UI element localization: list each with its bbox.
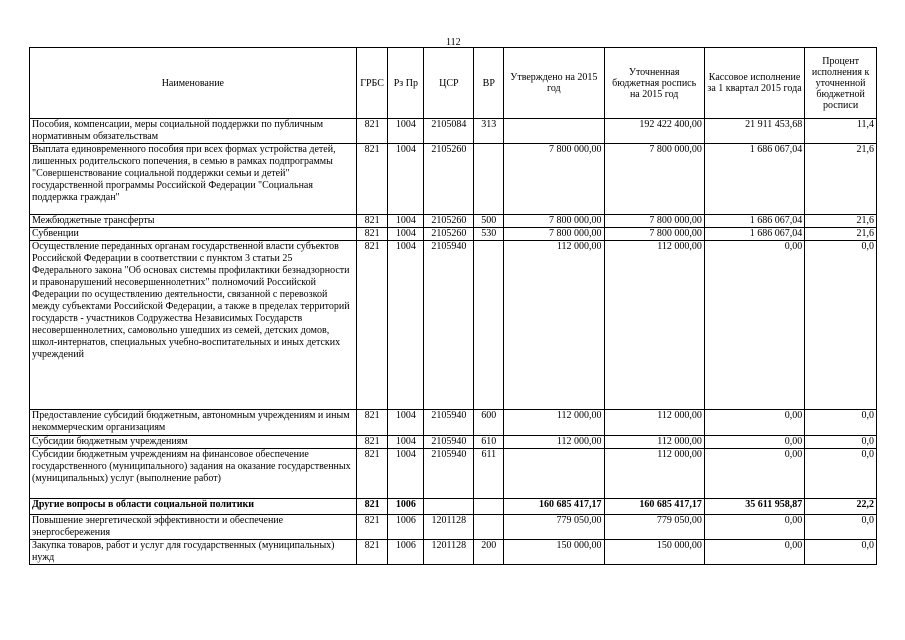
header-vr: ВР xyxy=(474,48,504,119)
cell-name: Закупка товаров, работ и услуг для государственных (муниципальных) нужд xyxy=(30,540,357,565)
cell-refined: 112 000,00 xyxy=(604,241,704,410)
cell-refined: 112 000,00 xyxy=(604,449,704,499)
cell-rzpr: 1004 xyxy=(388,215,424,228)
cell-grbs: 821 xyxy=(356,499,388,515)
cell-vr: 610 xyxy=(474,436,504,449)
cell-rzpr: 1006 xyxy=(388,540,424,565)
cell-cash: 35 611 958,87 xyxy=(704,499,804,515)
cell-vr xyxy=(474,499,504,515)
cell-grbs: 821 xyxy=(356,515,388,540)
cell-rzpr: 1004 xyxy=(388,119,424,144)
cell-approved: 150 000,00 xyxy=(504,540,604,565)
cell-refined: 112 000,00 xyxy=(604,436,704,449)
cell-rzpr: 1004 xyxy=(388,410,424,436)
cell-grbs: 821 xyxy=(356,436,388,449)
table-row xyxy=(30,499,877,515)
cell-csr: 2105084 xyxy=(424,119,474,144)
cell-approved xyxy=(504,119,604,144)
cell-approved: 160 685 417,17 xyxy=(504,499,604,515)
table-row xyxy=(30,449,877,499)
cell-percent: 22,2 xyxy=(805,499,877,515)
cell-cash: 0,00 xyxy=(704,515,804,540)
cell-approved: 779 050,00 xyxy=(504,515,604,540)
cell-csr: 2105260 xyxy=(424,228,474,241)
cell-name: Осуществление переданных органам государственной власти субъектов Российской Федерации в соответствии с пунктом 3 статьи 25 Федерального закона "Об основах системы профилактики безнадзорности и правонарушений несовершеннолетних" полномочий Российской Федерации по осуществлению деятельности, связанной с перевозкой между субъектами Российской Федерации, а также в пределах территорий государств - участников Содружества Независимых Государств несовершеннолетних, самовольно ушедших из семей, детских домов, школ-интернатов, специальных учебно-воспитательных и иных детских учреждений xyxy=(30,241,357,410)
cell-approved: 7 800 000,00 xyxy=(504,144,604,215)
cell-refined: 7 800 000,00 xyxy=(604,215,704,228)
cell-grbs: 821 xyxy=(356,410,388,436)
cell-refined: 192 422 400,00 xyxy=(604,119,704,144)
cell-rzpr: 1006 xyxy=(388,515,424,540)
cell-cash: 1 686 067,04 xyxy=(704,228,804,241)
cell-rzpr: 1004 xyxy=(388,228,424,241)
cell-rzpr: 1004 xyxy=(388,241,424,410)
cell-cash: 0,00 xyxy=(704,410,804,436)
cell-name: Предоставление субсидий бюджетным, автономным учреждениям и иным некоммерческим организациям xyxy=(30,410,357,436)
cell-percent: 11,4 xyxy=(805,119,877,144)
cell-name: Другие вопросы в области социальной политики xyxy=(30,499,357,515)
cell-cash: 1 686 067,04 xyxy=(704,215,804,228)
cell-grbs: 821 xyxy=(356,449,388,499)
header-rzpr: Рз Пр xyxy=(388,48,424,119)
cell-percent: 0,0 xyxy=(805,241,877,410)
cell-approved: 112 000,00 xyxy=(504,410,604,436)
cell-csr xyxy=(424,499,474,515)
table-row xyxy=(30,215,877,228)
cell-csr: 2105940 xyxy=(424,449,474,499)
cell-name: Субсидии бюджетным учреждениям xyxy=(30,436,357,449)
cell-vr: 500 xyxy=(474,215,504,228)
cell-grbs: 821 xyxy=(356,119,388,144)
cell-vr xyxy=(474,144,504,215)
cell-grbs: 821 xyxy=(356,241,388,410)
cell-percent: 0,0 xyxy=(805,540,877,565)
cell-rzpr: 1004 xyxy=(388,449,424,499)
page-number: 112 xyxy=(446,37,461,48)
header-csr: ЦСР xyxy=(424,48,474,119)
cell-percent: 21,6 xyxy=(805,228,877,241)
cell-name: Повышение энергетической эффективности и обеспечение энергосбережения xyxy=(30,515,357,540)
cell-vr: 600 xyxy=(474,410,504,436)
cell-vr: 530 xyxy=(474,228,504,241)
header-name: Наименование xyxy=(30,48,357,119)
cell-vr: 611 xyxy=(474,449,504,499)
table-row xyxy=(30,119,877,144)
table-row xyxy=(30,144,877,215)
cell-vr xyxy=(474,241,504,410)
cell-csr: 2105940 xyxy=(424,241,474,410)
cell-percent: 0,0 xyxy=(805,515,877,540)
table-row xyxy=(30,515,877,540)
cell-refined: 7 800 000,00 xyxy=(604,228,704,241)
table-row xyxy=(30,241,877,410)
cell-vr xyxy=(474,515,504,540)
cell-cash: 0,00 xyxy=(704,436,804,449)
cell-cash: 0,00 xyxy=(704,540,804,565)
cell-percent: 0,0 xyxy=(805,449,877,499)
table-row xyxy=(30,540,877,565)
header-cash: Кассовое исполнение за 1 квартал 2015 года xyxy=(704,48,804,119)
cell-rzpr: 1006 xyxy=(388,499,424,515)
cell-vr: 200 xyxy=(474,540,504,565)
cell-csr: 2105260 xyxy=(424,215,474,228)
cell-approved: 112 000,00 xyxy=(504,241,604,410)
cell-refined: 112 000,00 xyxy=(604,410,704,436)
header-approved: Утверждено на 2015 год xyxy=(504,48,604,119)
cell-cash: 0,00 xyxy=(704,241,804,410)
header-percent: Процент исполнения к уточненной бюджетной росписи xyxy=(805,48,877,119)
table-row xyxy=(30,436,877,449)
cell-csr: 1201128 xyxy=(424,540,474,565)
cell-name: Субсидии бюджетным учреждениям на финансовое обеспечение государственного (муниципального) задания на оказание государственных (муниципальных) услуг (выполнение работ) xyxy=(30,449,357,499)
cell-refined: 779 050,00 xyxy=(604,515,704,540)
cell-rzpr: 1004 xyxy=(388,436,424,449)
cell-percent: 0,0 xyxy=(805,410,877,436)
cell-name: Межбюджетные трансферты xyxy=(30,215,357,228)
table-row xyxy=(30,228,877,241)
cell-percent: 0,0 xyxy=(805,436,877,449)
cell-csr: 2105940 xyxy=(424,410,474,436)
header-refined: Уточненная бюджетная роспись на 2015 год xyxy=(604,48,704,119)
cell-grbs: 821 xyxy=(356,144,388,215)
cell-cash: 1 686 067,04 xyxy=(704,144,804,215)
table-row xyxy=(30,410,877,436)
cell-vr: 313 xyxy=(474,119,504,144)
cell-name: Субвенции xyxy=(30,228,357,241)
header-grbs: ГРБС xyxy=(356,48,388,119)
cell-approved: 7 800 000,00 xyxy=(504,215,604,228)
cell-approved xyxy=(504,449,604,499)
header-row xyxy=(30,48,877,119)
cell-refined: 150 000,00 xyxy=(604,540,704,565)
cell-name: Пособия, компенсации, меры социальной поддержки по публичным нормативным обязательствам xyxy=(30,119,357,144)
cell-cash: 21 911 453,68 xyxy=(704,119,804,144)
cell-refined: 7 800 000,00 xyxy=(604,144,704,215)
cell-grbs: 821 xyxy=(356,215,388,228)
budget-table xyxy=(29,47,877,565)
cell-csr: 2105940 xyxy=(424,436,474,449)
cell-refined: 160 685 417,17 xyxy=(604,499,704,515)
cell-rzpr: 1004 xyxy=(388,144,424,215)
cell-csr: 1201128 xyxy=(424,515,474,540)
cell-approved: 112 000,00 xyxy=(504,436,604,449)
cell-cash: 0,00 xyxy=(704,449,804,499)
cell-name: Выплата единовременного пособия при всех формах устройства детей, лишенных родительского попечения, в семью в рамках подпрограммы "Совершенствование социальной поддержки семьи и детей" государственной программы Российской Федерации "Социальная поддержка граждан" xyxy=(30,144,357,215)
cell-approved: 7 800 000,00 xyxy=(504,228,604,241)
cell-grbs: 821 xyxy=(356,540,388,565)
cell-grbs: 821 xyxy=(356,228,388,241)
cell-csr: 2105260 xyxy=(424,144,474,215)
table-body xyxy=(30,119,877,565)
cell-percent: 21,6 xyxy=(805,144,877,215)
cell-percent: 21,6 xyxy=(805,215,877,228)
